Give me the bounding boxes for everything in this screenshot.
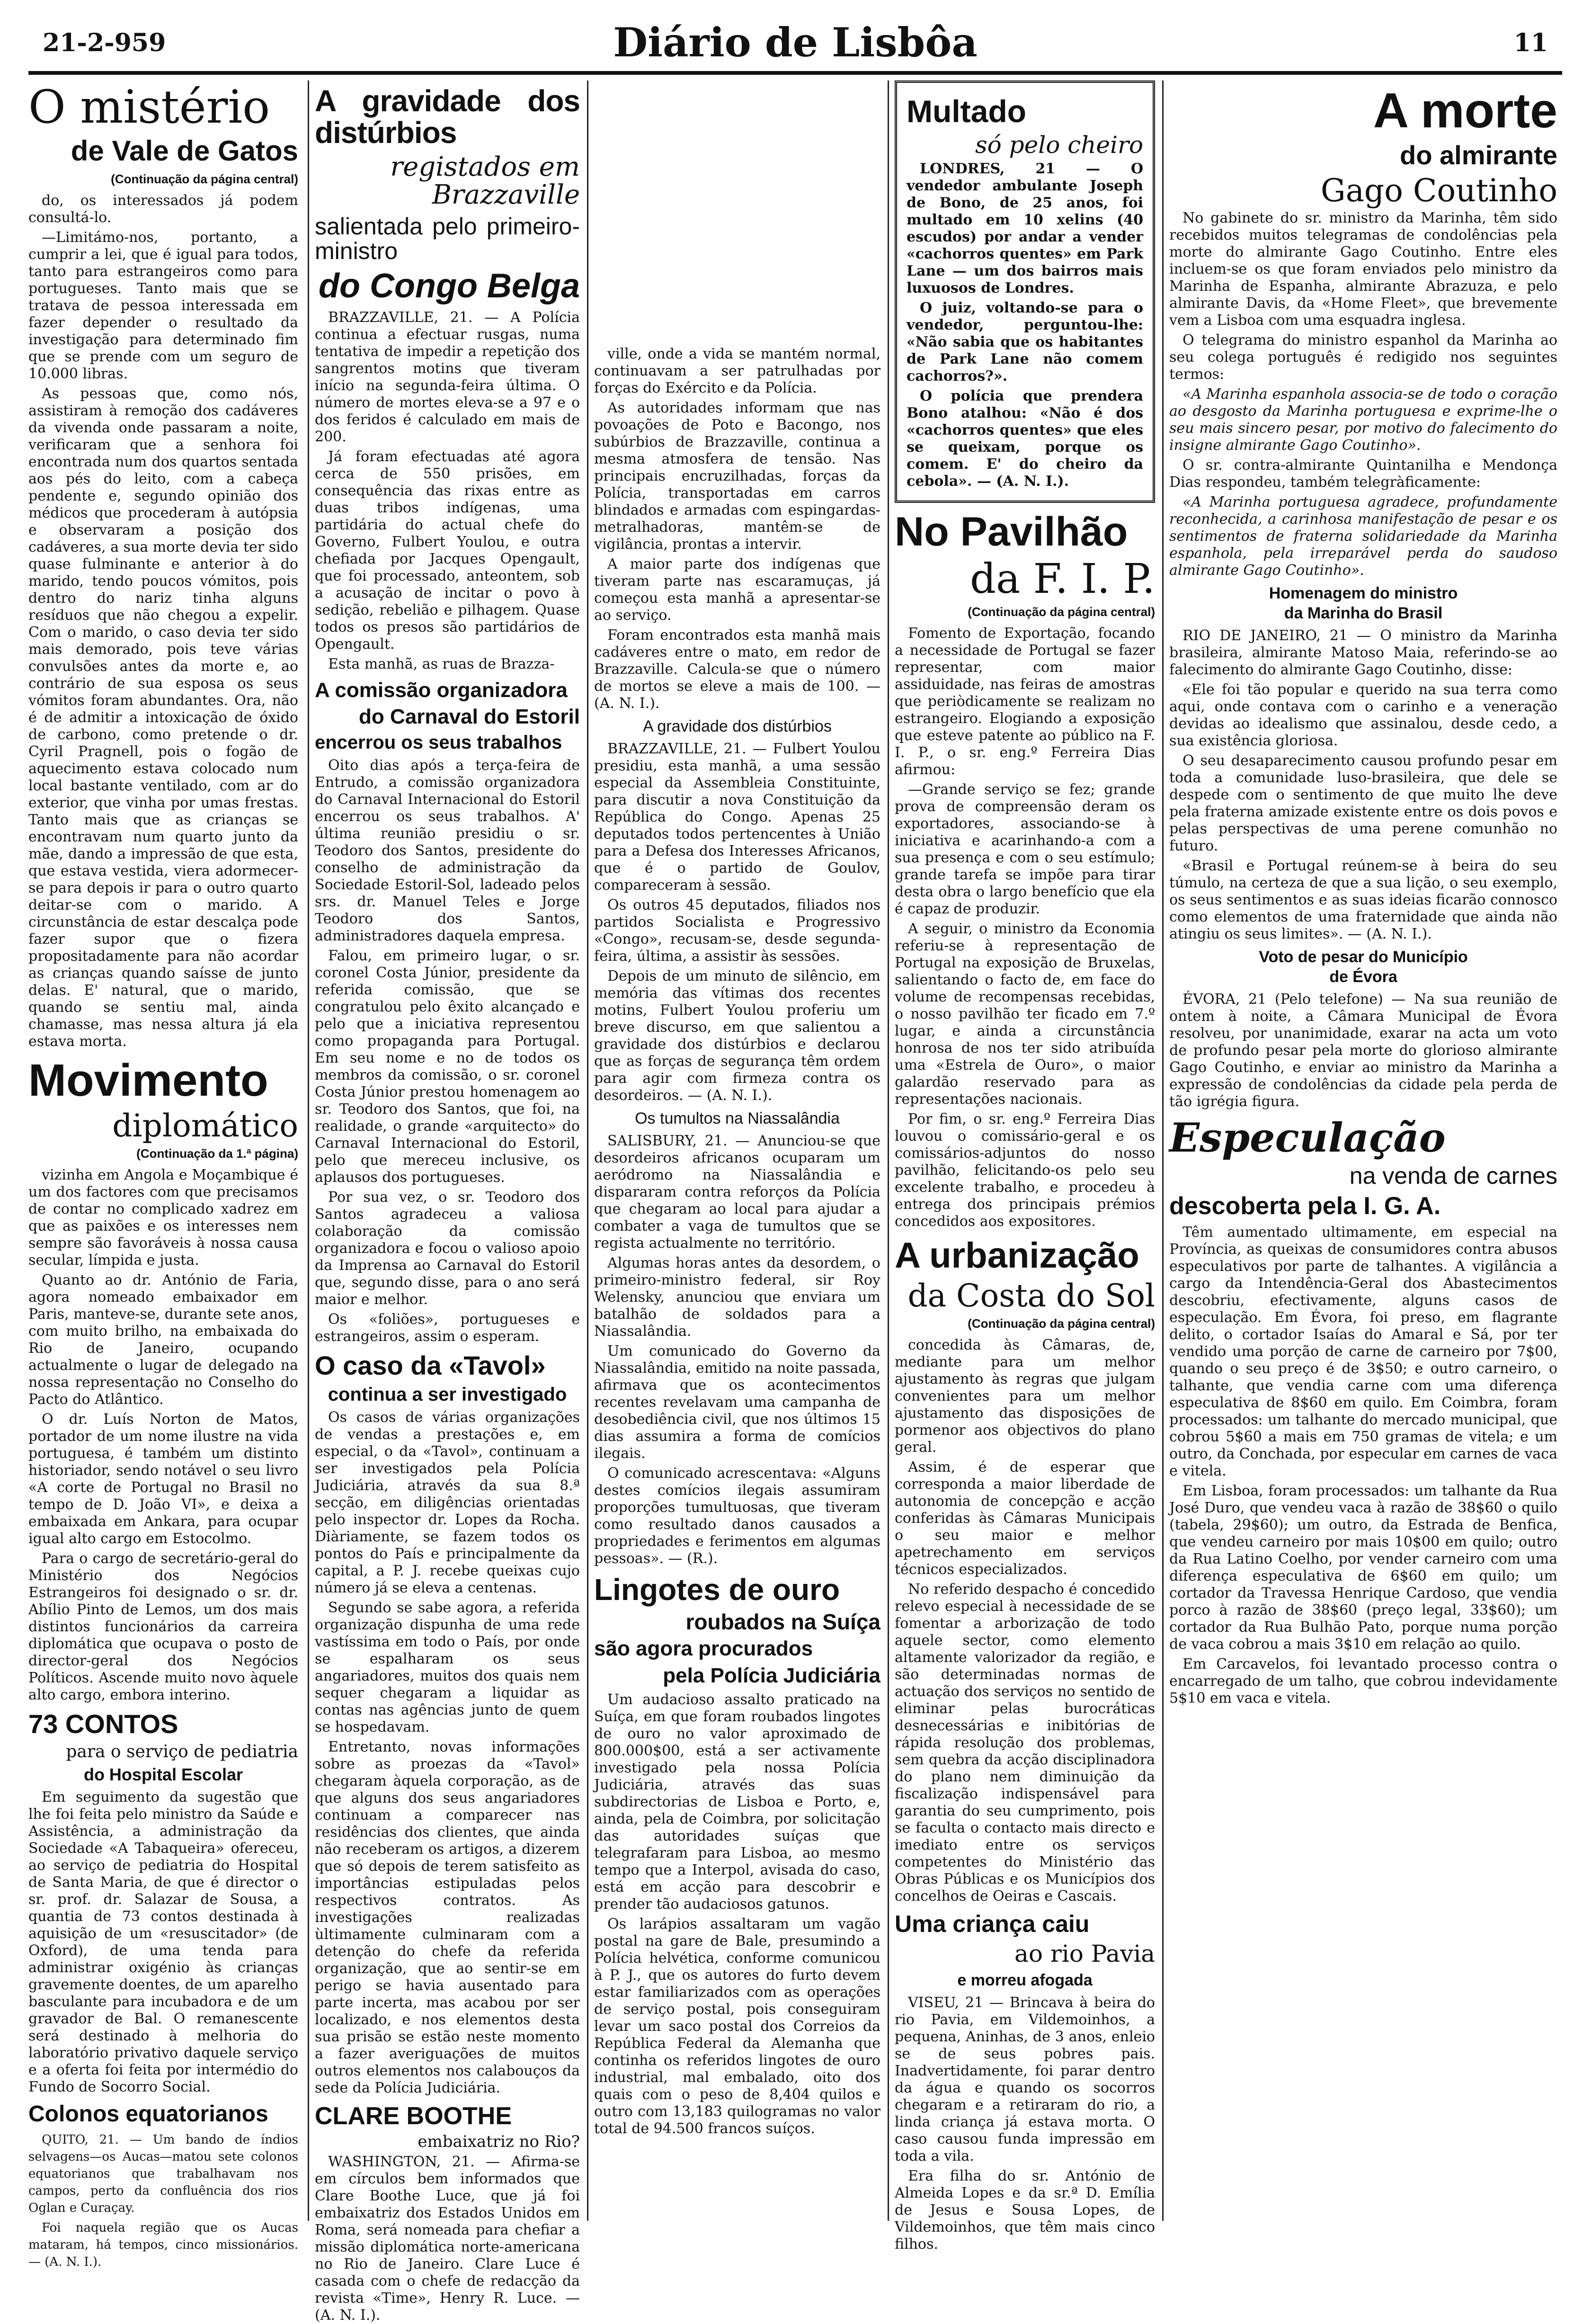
article-contos bbox=[28, 1710, 298, 2096]
paragraph: Os outros 45 deputados, filiados nos partidos Socialista e Progressivo «Congo», recusam-se, desde segunda-feira, última, a assistir às sessões. bbox=[594, 897, 880, 965]
headline-sub: continua a ser investigado bbox=[328, 1384, 567, 1405]
paragraph: O dr. Luís Norton de Matos, portador de um nome ilustre na vida portuguesa, é também um distinto historiador, sendo notável o seu livro «A corte de Portugal no Brasil no tempo de D. João VI», e deixa a embaixada em Ankara, para ocupar igual alto cargo em Estocolmo. bbox=[28, 1411, 298, 1547]
headline-sub: diplomático bbox=[112, 1107, 298, 1144]
headline-sub: do almirante bbox=[1400, 140, 1557, 170]
paragraph: Algumas horas antes da desordem, o primeiro-ministro federal, sir Roy Welensky, anunciou que enviara um batalhão de soldados para a Niassalândia. bbox=[594, 1255, 880, 1340]
headline: 73 CONTOS bbox=[28, 1708, 178, 1739]
headline: Lingotes de ouro bbox=[594, 1573, 840, 1607]
paragraph: Em seguimento da sugestão que lhe foi feita pelo ministro da Saúde e Assistência, a administração da Sociedade «A Tabaqueira» ofereceu, ao serviço de pediatria do Hospital de Santa Maria, de que é director o sr. prof. dr. Salazar de Sousa, a quantia de 73 contos destinada à aquisição de um «resuscitador» (de Oxford), de uma tenda para administrar oxigénio às crianças gravemente doentes, de um aparelho basculante para incubadora e de um gravador de Bal. O remanescente será destinado à melhoria do laboratório privativo daquele serviço e a oferta foi feita por intermédio do Fundo de Socorro Social. bbox=[28, 1789, 298, 2096]
paragraph: Era filha do sr. António de Almeida Lopes e da sr.ª D. Emília de Jesus e Sousa Lopes, de Vildemoinhos, que têm mais cinco filhos. bbox=[895, 2168, 1155, 2253]
paragraph: QUITO, 21. — Um bando de índios selvagens—os Aucas—matou sete colonos equatorianos que trabalhavam nos campos, perto da confluência dos rios Oglan e Curaçay. bbox=[28, 2132, 298, 2215]
headline-sub: da Costa do Sol bbox=[907, 1278, 1155, 1314]
paragraph: O comunicado acrescentava: «Alguns destes comícios ilegais assumiram proporções tumultuosas, que tiveram como resultado danos causados a propriedades e ferimentos em algumas pessoas». — (R.). bbox=[594, 1465, 880, 1567]
headline: A urbanização bbox=[895, 1235, 1139, 1276]
continuation-note: (Continuação da página central) bbox=[968, 1316, 1155, 1331]
column-rule bbox=[888, 80, 889, 2221]
continuation-note: (Continuação da página central) bbox=[968, 605, 1155, 619]
paragraph: «A Marinha portuguesa agradece, profundamente reconhecida, a carinhosa manifestação de pesar e os sentimentos de fraterna solidariedade da Marinha espanhola, pela irreparável perda do saudoso almirante Gago Coutinho». bbox=[1169, 494, 1557, 579]
paragraph: WASHINGTON, 21. — Afirma-se em círculos bem informados que Clare Boothe Luce, que já foi embaixatriz dos Estados Unidos em Roma, será nomeada para chefiar a missão diplomática norte-americana no Rio de Janeiro. Clare Luce é casada com o chefe de redacção da revista «Time», Henry R. Luce. — (A. N. I.). bbox=[315, 2154, 580, 2324]
article-movimento bbox=[28, 1057, 298, 1704]
headline-sub: roubados na Suíça bbox=[685, 1609, 880, 1635]
headline-sub: da Marinha do Brasil bbox=[1284, 604, 1443, 623]
headline-sub: encerrou os seus trabalhos bbox=[315, 732, 562, 753]
paragraph: Em Carcavelos, foi levantado processo contra o encarregado de um talho, que cobrou indevidamente 5$10 em vaca e vitela. bbox=[1169, 1655, 1557, 1707]
paragraph: Um comunicado do Governo da Niassalândia, emitido na noite passada, afirmava que os acontecimentos recentes revelavam uma campanha de desobediência civil, que nos últimos 15 dias assumira a forma de comícios ilegais. bbox=[594, 1343, 880, 1462]
paragraph: concedida às Câmaras, de, mediante para um melhor ajustamento às regras que julgam convenientes para um melhor ajustamento das disposições de pormenor aos objectivos do plano geral. bbox=[895, 1337, 1155, 1456]
headline: Multado bbox=[907, 94, 1026, 129]
page-number: 11 bbox=[1513, 28, 1548, 57]
paragraph: Foi naquela região que os Aucas mataram, há tempos, cinco missionários. — (A. N. I.). bbox=[28, 2220, 298, 2269]
paragraph: Falou, em primeiro lugar, o sr. coronel Costa Júnior, presidente da referida comissão, que se congratulou pelo êxito alcançado e pelo que a iniciativa representou como propaganda para Portugal. Em seu nome e no de todos os membros da comissão, o sr. coronel Costa Júnior prestou homenagem ao sr. Teodoro dos Santos, que foi, na realidade, o grande «arquitecto» do Carnaval Internacional do Estoril, pelo que mereceu inclusive, os aplausos dos portugueses. bbox=[315, 947, 580, 1186]
paragraph: Fomento de Exportação, focando a necessidade de Portugal se fazer representar, com maior assiduidade, nas feiras de amostras que periòdicamente se realizam no estrangeiro. Elogiando a exposição que esteve patente ao público na F. I. P., o sr. eng.º Ferreira Dias afirmou: bbox=[895, 625, 1155, 778]
article-urbanizacao bbox=[895, 1237, 1155, 1905]
headline-sub: pela Polícia Judiciária bbox=[663, 1663, 880, 1687]
headline-sub: ao rio Pavia bbox=[1014, 1940, 1155, 1967]
paragraph: No gabinete do sr. ministro da Marinha, têm sido recebidos muitos telegramas de condolências pela morte do almirante Gago Coutinho. Entre eles incluem-se os que foram enviados pelo ministro da Marinha de Espanha, almirante Abrazuza, e pelo almirante Davis, da «Home Fleet», que brevemente vem a Lisboa com uma esquadra inglesa. bbox=[1169, 210, 1557, 329]
article-evora bbox=[1169, 948, 1557, 1110]
headline-sub: de Vale de Gatos bbox=[71, 134, 298, 167]
paragraph: O sr. contra-almirante Quintanilha e Mendonça Dias respondeu, também telegràficamente: bbox=[1169, 457, 1557, 491]
headline-sub: e morreu afogada bbox=[957, 1971, 1093, 1990]
continuation-note: (Continuação da página central) bbox=[111, 171, 298, 186]
paragraph: Por fim, o sr. eng.º Ferreira Dias louvou o comissário-geral e os comissários-adjuntos do nosso pavilhão, felicitando-os pelo seu excelente trabalho, e procedeu à entrega dos principais prémios concedidos aos expositores. bbox=[895, 1111, 1155, 1230]
column-2 bbox=[315, 80, 580, 2324]
paragraph: RIO DE JANEIRO, 21 — O ministro da Marinha brasileira, almirante Matoso Maia, referindo-se ao falecimento do almirante Gago Coutinho, disse: bbox=[1169, 627, 1557, 679]
newspaper-title: Diário de Lisbôa bbox=[613, 19, 978, 66]
column-rule bbox=[308, 80, 309, 2221]
paragraph: Assim, é de esperar que corresponda a maior liberdade de autonomia de concepção e acção conferidas às Câmaras Municipais o seu maior e melhor apetrechamento em serviços técnicos especializados. bbox=[895, 1459, 1155, 1578]
paragraph: Oito dias após a terça-feira de Entrudo, a comissão organizadora do Carnaval Internacional do Estoril encerrou os seus trabalhos. A' última reunião presidiu o sr. Teodoro dos Santos, presidente do conselho de administração da Sociedade Estoril-Sol, ladeado pelos srs. dr. Manuel Teles e Jorge Teodoro dos Santos, administradores daquela empresa. bbox=[315, 757, 580, 944]
headline: A gravidade dos distúrbios bbox=[643, 717, 832, 735]
column-rule bbox=[1162, 80, 1164, 2221]
article-especulacao bbox=[1169, 1114, 1557, 1707]
paragraph: Segundo se sabe agora, a referida organização dispunha de uma rede vastíssima em todo o País, por onde se espalharam os seus angariadores, muitos dos quais nem sequer chegaram a liquidar as contas nas agências junto de quem se hospedavam. bbox=[315, 1599, 580, 1735]
paragraph: VISEU, 21 — Brincava à beira do rio Pavia, em Vildemoinhos, a pequena, Aninhas, de 3 anos, enleio se de seus pobres pais. Inadvertidamente, foi parar dentro da água e quando os socorros chegaram e a retiraram do rio, a linda criança já estava morta. O caso causou funda impressão em toda a vila. bbox=[895, 1994, 1155, 2165]
headline: A comissão organizadora bbox=[315, 678, 568, 702]
article-niassalandia bbox=[594, 1110, 880, 1567]
headline-sub: Gago Coutinho bbox=[1320, 172, 1557, 209]
paragraph: Por sua vez, o sr. Teodoro dos Santos agradeceu a valiosa colaboração da comissão organizadora e focou o valioso apoio da Imprensa ao Carnaval do Estoril que, segundo disse, para o ano será maior e melhor. bbox=[315, 1189, 580, 1308]
headline-sub: da F. I. P. bbox=[969, 555, 1155, 603]
paragraph: O juiz, voltando-se para o vendedor, perguntou-lhe: «Não sabia que os habitantes de Park Lane não comem cachorros?». bbox=[907, 299, 1143, 384]
headline: Voto de pesar do Município bbox=[1259, 948, 1468, 966]
column-3 bbox=[594, 80, 880, 2221]
article-crianca bbox=[895, 1912, 1155, 2253]
paragraph: vizinha em Angola e Moçambique é um dos factores com que precisamos de contar no complicado xadrez em que as paixões e os interesses nem sempre são favoráveis à nossa causa secular, límpida e justa. bbox=[28, 1166, 298, 1269]
article-multado bbox=[895, 80, 1155, 503]
headline-sub: do Carnaval do Estoril bbox=[359, 705, 580, 728]
article-congo bbox=[315, 85, 580, 673]
masthead bbox=[28, 19, 1562, 75]
article-comissao bbox=[315, 679, 580, 1345]
paragraph: Depois de um minuto de silêncio, em memória das vítimas dos recentes motins, Fulbert Youlou proferiu um breve discurso, em que salientou a gravidade dos distúrbios e declarou que as forças de segurança têm ordem para agir com firmeza contra os desordeiros. — (A. N. I.). bbox=[594, 968, 880, 1104]
paragraph: Foram encontrados esta manhã mais cadáveres entre o mato, em redor de Brazzaville. Calcula-se que o número de mortos se eleve a mais de 100. — (A. N. I.). bbox=[594, 627, 880, 712]
article-gravidade bbox=[594, 718, 880, 1104]
paragraph: Para o cargo de secretário-geral do Ministério dos Negócios Estrangeiros foi designado o sr. dr. Abílio Pinto de Lemos, um dos mais distintos funcionários da carreira diplomática que ocupava o posto de director-geral dos Negócios Políticos. Ascende muito novo àquele alto cargo, embora interino. bbox=[28, 1550, 298, 1703]
continuation-note: (Continuação da 1.ª página) bbox=[136, 1146, 298, 1161]
headline-sub: do Congo Belga bbox=[319, 267, 580, 305]
headline: O mistério bbox=[28, 80, 270, 134]
article-tavol bbox=[315, 1352, 580, 2097]
headline-sub: de Évora bbox=[1329, 968, 1397, 986]
paragraph: Em Lisboa, foram processados: um talhante da Rua José Duro, que vendeu vaca à razão de 38$60 o quilo (tabela, 29$60); um outro, da Estrada de Benfica, que vendeu carneiro por mais 10$00 em quilo; outro da Rua Latino Coelho, por vender carneiro com uma diferença especulativa de 6$60 em quilo; um cortador da Travessa Henrique Cardoso, que vendia porco à razão de 38$60 (preço legal, 33$60); um cortador da Rua Bulhão Pato, porque numa porção de vaca cobrou a mais 3$10 em relação ao quilo. bbox=[1169, 1482, 1557, 1653]
paragraph: O telegrama do ministro espanhol da Marinha ao seu colega português é redigido nos seguintes termos: bbox=[1169, 332, 1557, 383]
article-misterio bbox=[28, 80, 298, 1050]
paragraph: Entretanto, novas informações sobre as proezas da «Tavol» chegaram àquela corporação, as de que alguns dos seus angariadores continuam a comparecer nas residências dos clientes, que ainda não receberam os artigos, a dizerem que só depois de terem satisfeito as importâncias estipuladas pelos respectivos contratos. As investigações realizadas ùltimamente culminaram com a detenção do chefe da referida organização, que ao sentir-se em perigo se havia ausentado para parte incerta, mas acabou por ser localizado, e nos elementos desta sua prisão se estão neste momento a fazer averiguações de muitos outros elementos nos calabouços da sede da Polícia Judiciária. bbox=[315, 1738, 580, 2096]
headline: A morte bbox=[1373, 83, 1557, 138]
headline: Uma criança caiu bbox=[895, 1911, 1090, 1938]
column-5 bbox=[1169, 80, 1557, 2221]
paragraph: Já foram efectuadas até agora cerca de 550 prisões, em consequência das rixas entre as duas tribos indígenas, uma partidária do actual chefe do Governo, Fulbert Youlou, e outra chefiada por Jacques Opengault, que foi processado, anteontem, sob a acusação de incitar o povo à sedição, rebelião e pilhagem. Quase todos os presos são partidários de Opengault. bbox=[315, 448, 580, 653]
article-colonos bbox=[28, 2102, 298, 2270]
column-1 bbox=[28, 80, 298, 2269]
paragraph: Quanto ao dr. António de Faria, agora nomeado embaixador em Paris, manteve-se, durante sete anos, com muito brilho, na embaixada do Rio de Janeiro, ocupando actualmente o lugar de delegado na nossa representação no Conselho do Pacto do Atlântico. bbox=[28, 1271, 298, 1408]
headline: Os tumultos na Niassalândia bbox=[635, 1109, 840, 1127]
paragraph: LONDRES, 21 — O vendedor ambulante Joseph de Bono, de 25 anos, foi multado em 10 xelins (40 escudos) por andar a vender «cachorros quentes» em Park Lane — um dos bairros mais luxuosos de Londres. bbox=[907, 160, 1143, 296]
paragraph: O seu desaparecimento causou profundo pesar em toda a comunidade luso-brasileira, que dele se despede com o sentimento de que muito lhe deve pela fraterna amizade existente entre os dois povos e pelas perspectivas de uma perene comunhão no futuro. bbox=[1169, 752, 1557, 855]
headline-sub: do Hospital Escolar bbox=[83, 1765, 243, 1785]
paragraph: do, os interessados já podem consultá-lo. bbox=[28, 192, 298, 226]
paragraph: Os casos de várias organizações de vendas a prestações e, em especial, o da «Tavol», continuam a ser investigados pela Polícia Judiciária, através da sua 8.ª secção, em diligências orientadas pelo inspector dr. Lopes da Rocha. Diàriamente, se fazem todos os pontos do País e principalmente da capital, a P. J. recebe queixas cujo número já se eleva a centenas. bbox=[315, 1409, 580, 1596]
headline-sub: são agora procurados bbox=[594, 1637, 813, 1661]
paragraph: «Brasil e Portugal reúnem-se à beira do seu túmulo, na certeza de que a sua lição, o seu exemplo, os seus sentimentos e as suas ideias ficarão connosco como elementos de uma fraternidade que ainda não atingiu os seus limites». — (A. N. I.). bbox=[1169, 858, 1557, 943]
headline-sub: embaixatriz no Rio? bbox=[418, 2132, 580, 2152]
paragraph: BRAZZAVILLE, 21. — A Polícia continua a efectuar rusgas, numa tentativa de impedir a repetição dos sangrentos motins que tiveram início na segunda-feira última. O número de mortes eleva-se a 97 e o dos feridos é calculado em mais de 200. bbox=[315, 309, 580, 445]
headline: Colonos equatorianos bbox=[28, 2101, 268, 2127]
column-rule bbox=[587, 80, 588, 2221]
paragraph: Os larápios assaltaram um vagão postal na gare de Bale, presumindo a Polícia helvética, conforme comunicou à P. J., que os autores do furto devem estar familiarizados com as operações de serviço postal, pois conseguiram levar um saco postal dos Correios da República Federal da Alemanha que continha os referidos lingotes de ouro industrial, mal embalado, oito dos quais com o peso de 8,404 quilos e outro com 13,183 quilogramas no valor total de 94.500 francos suíços. bbox=[594, 1915, 880, 2137]
paragraph: Têm aumentado ultimamente, em especial na Província, as queixas de consumidores contra abusos especulativos por parte de talhantes. A vigilância a cargo da Intendência-Geral dos Abastecimentos descobriu, efectivamente, alguns casos de especulação. Em Évora, foi preso, em flagrante delito, o cortador Isaías do Amaral e Sá, por ter vendido uma porção de carne de carneiro por 7$00, quando o seu preço é de 3$50; e outro carneiro, o talhante, que vendia carne com uma diferença especulativa de 8$60 em quilo. Em Coimbra, foram processados: um talhante do mercado municipal, que cobrou 5$60 a mais em 750 gramas de vitela; e um outro, da Conchada, por especular em carnes de vaca e vitela. bbox=[1169, 1224, 1557, 1479]
paragraph: SALISBURY, 21. — Anunciou-se que desordeiros africanos ocuparam um aeródromo na Niassalândia e dispararam contra reforços da Polícia que chegaram ao local para ajudar a combater a vaga de tumultos que se regista actualmente no território. bbox=[594, 1133, 880, 1251]
paragraph: A maior parte dos indígenas que tiveram parte nas escaramuças, já começou esta manhã a apresentar-se ao serviço. bbox=[594, 556, 880, 624]
headline: Especulação bbox=[1169, 1114, 1446, 1162]
headline-sub: na venda de carnes bbox=[1349, 1162, 1557, 1189]
paragraph: O polícia que prendera Bono atalhou: «Não é dos «cachorros quentes» que eles se queixam, porque os comem. E' do cheiro da cebola». — (A. N. I.). bbox=[907, 387, 1143, 490]
headline: Homenagem do ministro bbox=[1269, 584, 1458, 603]
headline: O caso da «Tavol» bbox=[315, 1350, 546, 1380]
paragraph: ÉVORA, 21 (Pelo telefone) — Na sua reunião de ontem à noite, a Câmara Municipal de Évora resolveu, por unanimidade, exarar na acta um voto de profundo pesar pela morte do glorioso almirante Gago Coutinho, e enviar ao ministro da Marinha a expressão de condolências da cidade pela perda de tão igrégia figura. bbox=[1169, 991, 1557, 1110]
paragraph: No referido despacho é concedido relevo especial à necessidade de se fomentar a arborização de todo aquele sector, como elemento altamente valorizador da região, e são determinadas normas de actuação dos serviços no sentido de eliminar pelas burocráticas desnecessárias e inibitórias de rápida resolução dos problemas, sem quebra da acção disciplinadora do plano nem diminuição da fiscalização indispensável para garantia do seu cumprimento, pois se faculta o contacto mais directo e imediato entre os serviços competentes do Ministério das Obras Públicas e os Municípios dos concelhos de Oeiras e Cascais. bbox=[895, 1581, 1155, 1905]
paragraph: —Limitámo-nos, portanto, a cumprir a lei, que é igual para todos, tanto para estrangeiros como para portugueses. Tanto mais que se tratava de pessoa interessada em fazer depender o resultado da investigação para determinado fim que se prende com um seguro de 10.000 libras. bbox=[28, 229, 298, 382]
article-lingotes bbox=[594, 1574, 880, 2137]
paragraph: —Grande serviço se fez; grande prova de compreensão deram os exportadores, associando-se à iniciativa e acarinhando-a com a sua presença e com o seu estímulo; grande tarefa se impõe para tirar desta obra o largo benefício que ela é capaz de produzir. bbox=[895, 781, 1155, 918]
headline: A gravidade dos distúrbios bbox=[315, 84, 580, 150]
headline-sub: salientada pelo primeiro-ministro bbox=[315, 213, 580, 265]
article-homenagem bbox=[1169, 585, 1557, 943]
headline: CLARE BOOTHE bbox=[315, 2102, 512, 2130]
paragraph: «Ele foi tão popular e querido na sua terra como aqui, onde contava com o carinho e a veneração devidas ao idealismo que assinalou, desde cedo, a sua existência gloriosa. bbox=[1169, 681, 1557, 750]
paragraph: Os «foliões», portugueses e estrangeiros, assim o esperam. bbox=[315, 1311, 580, 1345]
article-congo-continued bbox=[594, 346, 880, 712]
paragraph: Um audacioso assalto praticado na Suíça, em que foram roubados lingotes de ouro no valor aproximado de 800.000$00, está a ser activamente investigado pela nossa Polícia Judiciária, através das suas subdirectorias de Lisboa e Porto, e, ainda, pela de Coimbra, por solicitação das autoridades suíças que telegrafaram para Lisboa, ao mesmo tempo que a Interpol, avisada do caso, está em acção para descobrir e prender tão audaciosos gatunos. bbox=[594, 1691, 880, 1913]
paragraph: As pessoas que, como nós, assistiram à remoção dos cadáveres da vivenda onde passaram a noite, verificaram que a senhora foi encontrada num dos quartos sentada aos pés do leito, com a cabeça pendente e, segundo opinião dos médicos que procederam à autópsia e observaram a posição dos cadáveres, a sua morte devia ter sido quase fulminante e anterior à do marido, tendo poucos vómitos, pois dentro do nariz tinha alguns resíduos que não chegou a expelir. Com o marido, o caso devia ter sido mais demorado, pois teve várias convulsões antes da morte e, ao contrário de sua esposa os seus vómitos foram abundantes. Ora, não é de admitir a intoxicação de óxido de carbono, como pretende o dr. Cyril Pragnell, pois o fogão de aquecimento estava colocado num local bastante ventilado, com ar do exterior, que vinha por umas frestas. Tanto mais que as crianças se encontravam num quarto junto da mãe, dando a impressão de que esta, que estava vestida, viera adormecer-se para depois ir para o outro quarto deitar-se com o marido. A circunstância de estar descalça pode fazer supor que o fizera propositadamente para não acordar as crianças quando saísse de junto delas. E' natural, que o marido, quando se sentiu mal, ainda chamasse, mas nessa altura já ela estava morta. bbox=[28, 385, 298, 1050]
headline-sub: só pelo cheiro bbox=[975, 131, 1143, 159]
headline-sub: descoberta pela I. G. A. bbox=[1169, 1192, 1441, 1220]
article-morte bbox=[1169, 85, 1557, 579]
article-clare bbox=[315, 2103, 580, 2324]
paragraph: ville, onde a vida se mantém normal, continuavam a ser patrulhadas por forças do Exército e da Polícia. bbox=[594, 346, 880, 396]
headline-sub: registados em Brazzaville bbox=[390, 152, 580, 211]
issue-date: 21-2-959 bbox=[43, 28, 166, 57]
paragraph: BRAZZAVILLE, 21. — Fulbert Youlou presidiu, esta manhã, a uma sessão especial da Assembleia Constituinte, para discutir a nova Constituição da República do Congo. Apenas 25 deputados todos pertencentes à União para a Defesa dos Interesses Africanos, que é o partido de Goulov, compareceram à sessão. bbox=[594, 741, 880, 894]
paragraph: Esta manhã, as ruas de Brazza- bbox=[328, 655, 555, 672]
headline: Movimento bbox=[28, 1055, 268, 1106]
headline: No Pavilhão bbox=[895, 509, 1128, 554]
column-4 bbox=[895, 80, 1155, 2253]
article-pavilhao bbox=[895, 510, 1155, 1231]
paragraph: A seguir, o ministro da Economia referiu-se à representação de Portugal na exposição de Bruxelas, salientando o facto de, em face do volume de recompensas recebidas, o nosso pavilhão ter ficado em 7.º lugar, e ainda a circunstância honrosa de nos ter sido atribuída uma «Estrela de Ouro», o maior galardão reservado para as representações nacionais. bbox=[895, 921, 1155, 1108]
headline-sub: para o serviço de pediatria bbox=[66, 1742, 298, 1761]
paragraph: As autoridades informam que nas povoações de Poto e Bacongo, nos subúrbios de Brazzaville, continua a mesma atmosfera de tensão. Nas principais encruzilhadas, forças da Polícia, transportadas em carros blindados e armadas com espingardas-metralhadoras, mantêm-se de vigilância, prontas a intervir. bbox=[594, 400, 880, 553]
paragraph: «A Marinha espanhola associa-se de todo o coração ao desgosto da Marinha portuguesa e exprime-lhe o seu mais sincero pesar, por motivo do falecimento do insigne almirante Gago Coutinho». bbox=[1169, 386, 1557, 454]
